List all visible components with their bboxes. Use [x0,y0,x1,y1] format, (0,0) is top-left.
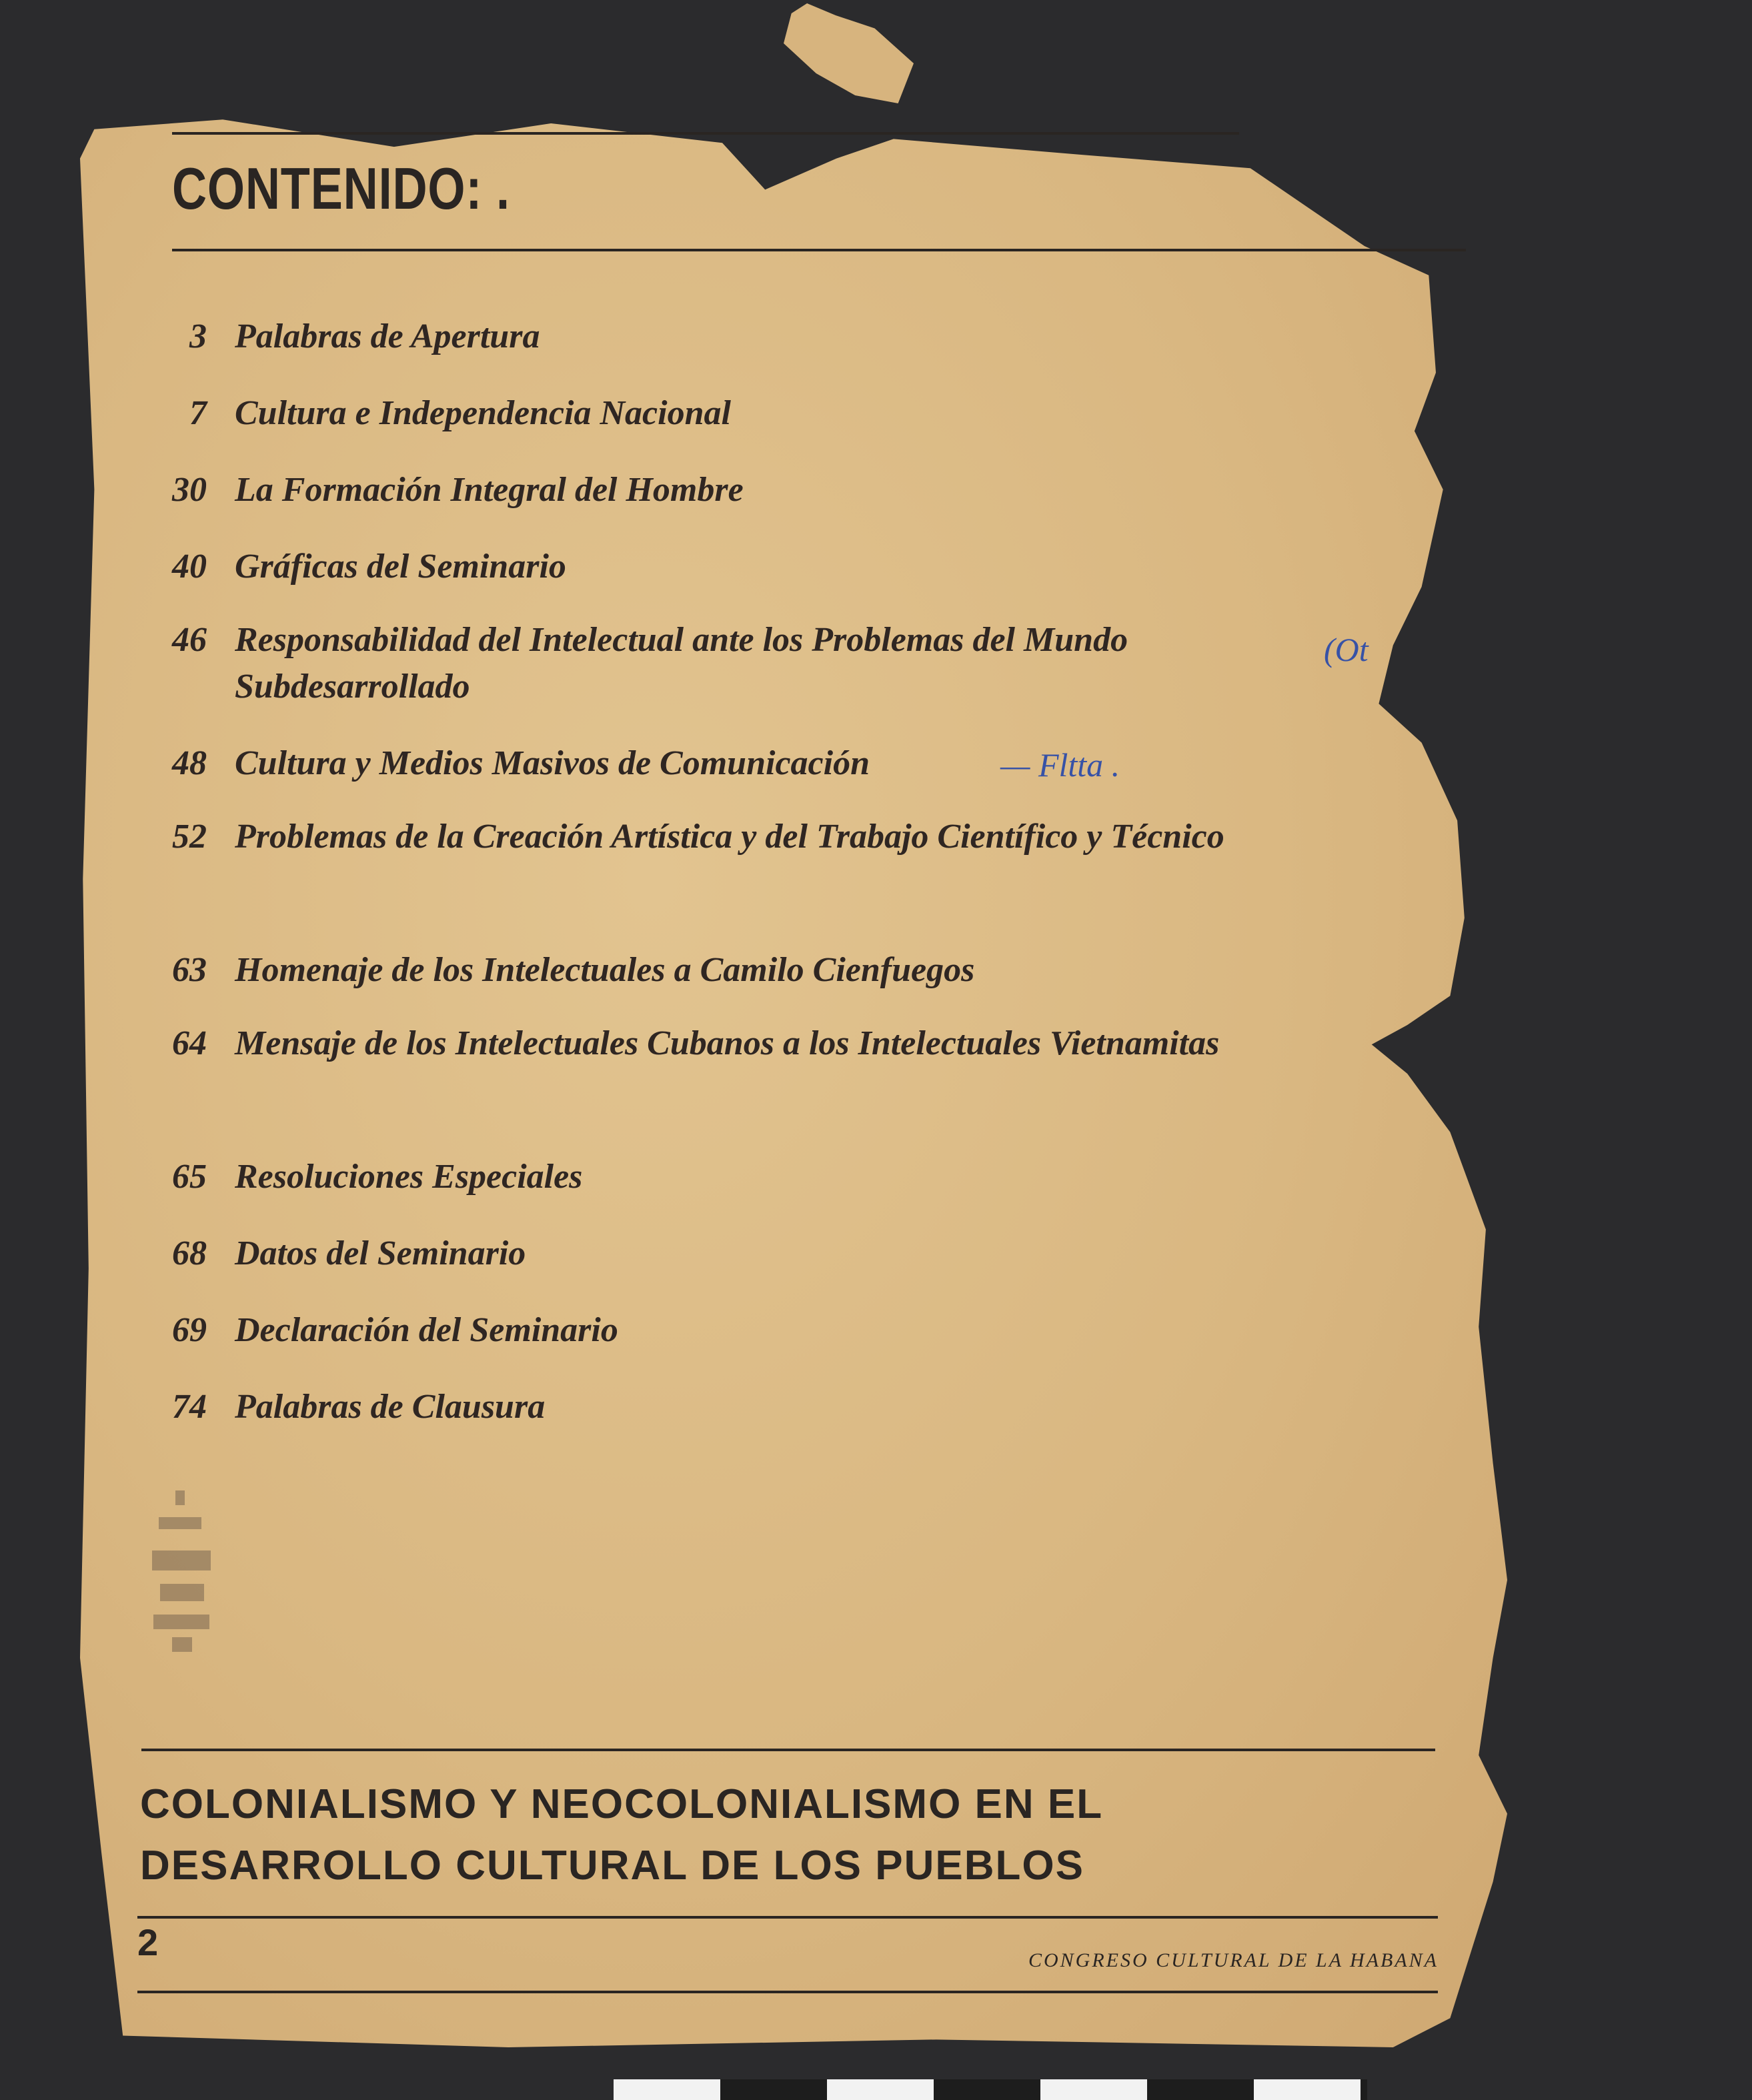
toc-title: Palabras de Apertura [235,317,540,355]
toc-entry [147,814,1294,860]
toc-page-number: 64 [172,1024,207,1062]
toc-entry [147,467,1387,513]
heading-underline [172,249,1466,251]
toc-page-number: 52 [172,818,207,856]
handwritten-note: — Fltta . [1000,746,1120,784]
top-rule [172,132,1239,135]
toc-entry [147,1230,1387,1277]
toc-page-number: 74 [172,1388,207,1426]
toc-entry [147,390,1387,437]
toc-entry [147,1384,1387,1430]
footer-rule-top [137,1916,1438,1919]
toc-entry [147,947,1387,994]
handwritten-note: (Ot [1324,631,1369,668]
footer-text: CONGRESO CULTURAL DE LA HABANA [1028,1949,1439,1971]
toc-page-number: 65 [172,1158,207,1196]
toc-entry [147,740,1387,787]
toc-entry [147,544,1387,590]
scale-ruler [614,2079,1367,2100]
toc-entry [147,1020,1254,1067]
paper-scrap [784,3,914,103]
toc-entry [147,313,1387,360]
toc-title: Declaración del Seminario [235,1311,618,1349]
toc-page-number: 30 [172,471,207,509]
toc-page-number: 48 [172,744,207,782]
toc-page-number: 40 [172,548,207,586]
toc-page-number: 68 [172,1234,207,1272]
toc-title: Homenaje de los Intelectuales a Camilo Cienfuegos [235,951,975,989]
toc-title: Cultura y Medios Masivos de Comunicación [235,744,870,782]
page-number: 2 [137,1921,159,1963]
bottom-title-rule [141,1749,1435,1751]
toc-title: Cultura e Independencia Nacional [235,394,731,432]
bottom-title: COLONIALISMO Y NEOCOLONIALISMO EN EL DESARROLLO CULTURAL DE LOS PUEBLOS [140,1781,1102,1889]
footer-rule-bottom [137,1991,1438,1993]
faded-stamp-mark [145,1490,219,1654]
toc-entry [147,1154,1387,1200]
toc-page-number: 7 [189,394,207,432]
toc-page-number: 69 [172,1311,207,1349]
toc-entry [147,617,1307,710]
toc-title: Gráficas del Seminario [235,548,566,586]
toc-title: Problemas de la Creación Artística y del Trabajo Científico y Técnico [235,818,1224,856]
toc-title: Datos del Seminario [235,1234,526,1272]
toc-title: Resoluciones Especiales [235,1158,583,1196]
toc-page-number: 3 [189,317,207,355]
toc-title: Responsabilidad del Intelectual ante los Problemas del Mundo Subdesarrollado [235,621,1128,706]
toc-title: La Formación Integral del Hombre [235,471,744,509]
toc-entry [147,1307,1387,1354]
toc-page-number: 63 [172,951,207,989]
toc-title: Palabras de Clausura [235,1388,546,1426]
toc-page-number: 46 [172,621,207,659]
contents-heading: CONTENIDO: . [172,155,510,221]
toc-title: Mensaje de los Intelectuales Cubanos a los Intelectuales Vietnamitas [235,1024,1220,1062]
